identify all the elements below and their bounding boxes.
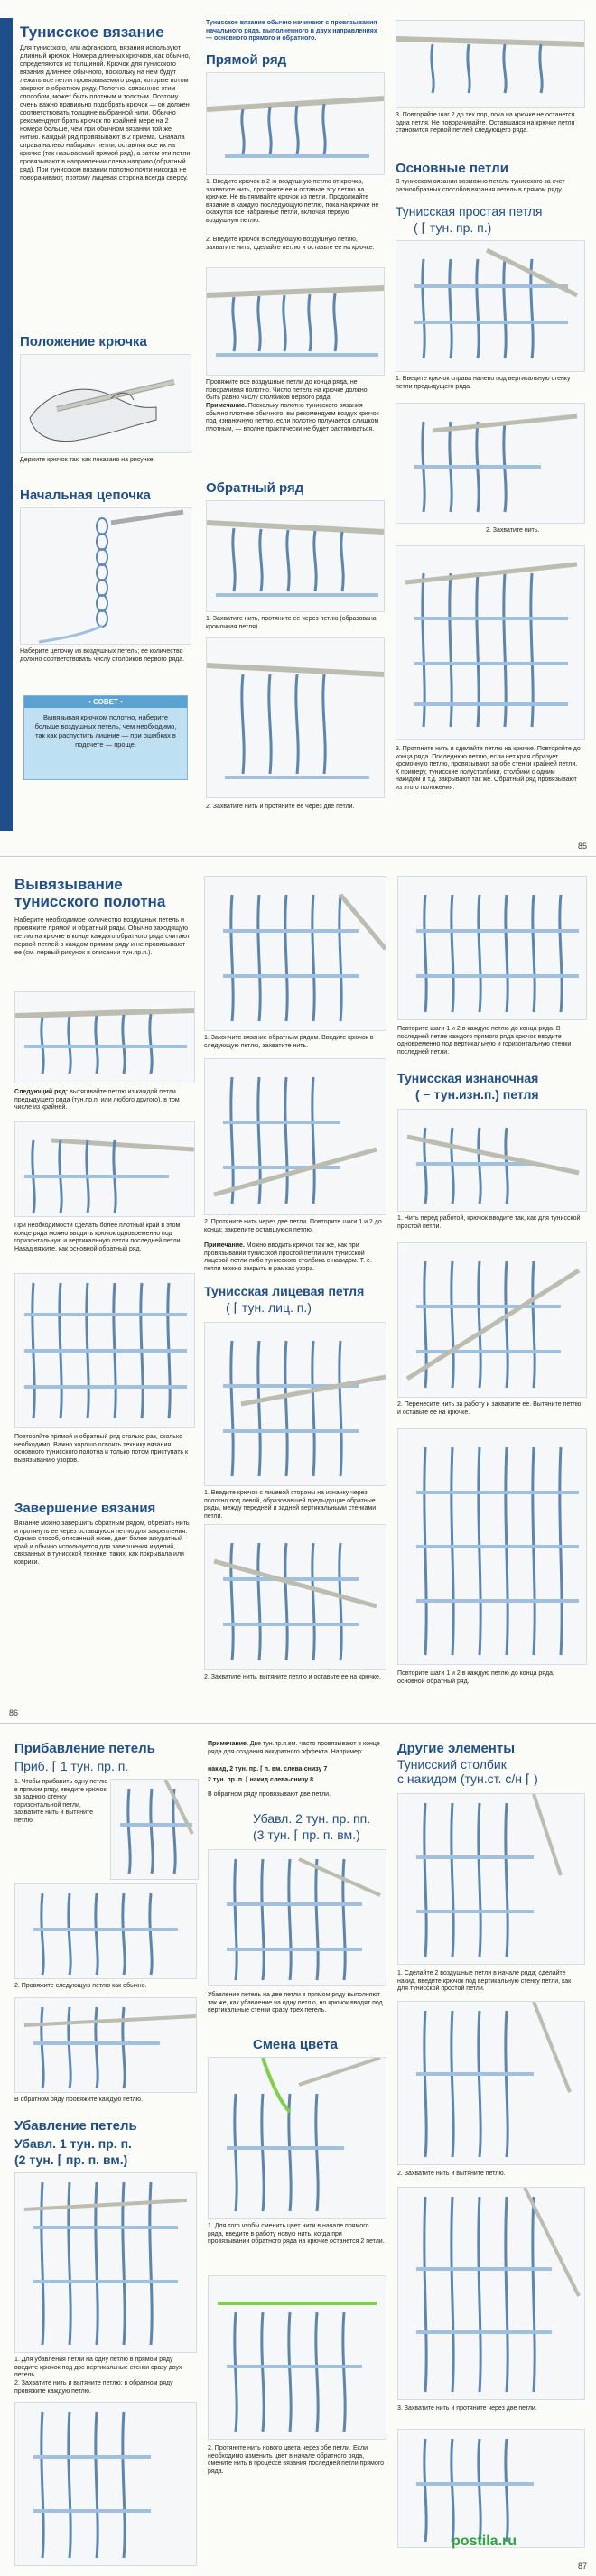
simple-loop-illustration-2 [396,403,585,524]
purl-loop-illustration-3 [397,1428,587,1665]
color-illustration-2 [208,2275,386,2440]
decrease-symbol1: Убавл. 1 тун. пр. п. [14,2136,132,2151]
decrease-illustration-1 [14,2172,197,2353]
basic-loops-text: В тунисском вязании возможно петель тунисского за счет разнообразных способов вязания петель в прямом ряду. [396,179,565,193]
other-step3: 3. Захватите нить и протяните через две петли. [397,2405,537,2412]
return-row-title: Обратный ряд [206,480,304,496]
right-step3: 3. Повторяйте шаг 2 до тех пор, пока на крючке не останется одна петля. Не поворачивайте. Оставшаяся на крючке петля становится первой петлей следующего ряда. [396,112,575,134]
next-row-text: вытягивайте петлю из каждой петли предыдущего ряда (тун.пр.п. или любого другого), в том числе из крайней. [14,1089,180,1111]
casting-text: Наберите необходимое количество воздушных петель и провяжите прямой и обратный ряды. Обычно заходящую петлю на крючке в конце каждого обратного ряда считают первой петлей в каждом прямом ряду и не провязывают ее (см. первый рисунок в описании тун.пр.п.). [14,916,191,956]
color-step2: 2. Протяните нить нового цвета через обе петли. Если необходимо изменить цвет в начале обратного ряда, смените нить в процессе вязания последней петли прямого ряда. [208,2445,385,2475]
repeat-text: При необходимости сделать более плотный край в этом конце ряда можно вводить крючок одновременно под горизонтальную и вертикальную петли последней петли. Назад вяжите, как основной обратный ряд. [14,1223,182,1252]
legend-1: накид, 2 тун. пр. ⌈ п. вм. слева-снизу 7 [208,1766,328,1772]
page-number-85: 85 [577,842,587,851]
casting-illustration-1 [14,991,195,1083]
face-step2: 2. Захватите нить, вытяните петлю и оставьте ее на крючке. [204,1674,381,1680]
simple-loop-symbol: ( ⌈ тун. пр. п.) [414,220,492,235]
increase-illustration-1 [110,1779,199,1880]
dec2-symbol: (3 тун. ⌈ пр. п. вм.) [253,1827,360,1842]
increase-title: Прибавление петель [14,1741,155,1756]
forward-note: Провяжите все воздушные петли до конца ряда, не поворачивая полотно. Число петель на крючке должно быть равно числу столбиков первого ряда. [206,379,368,401]
decrease-step2: 2. Захватите нить и вытяните петлю; в обратном ряду провяжите каждую петлю. [14,2380,173,2395]
return-row-illustration-1 [206,500,385,612]
forward-step2: 2. Введите крючок в следующую воздушную петлю, захватите нить, сделайте петлю и оставьте ее на крючке. [206,237,375,251]
mid-illustration-2 [204,1058,386,1215]
color-step1: 1. Для того чтобы сменить цвет нити в начале прямого ряда, введите в работу новую нить, когда при провязывании обратного ряда на крючке останется 2 петли. [208,2223,385,2245]
other-sub2: с накидом (тун.ст. с/н ⌈ ) [397,1772,538,1786]
decrease-illustration-2 [14,2402,197,2566]
hook-position-title: Положение крючка [20,334,147,349]
simple-step1: 1. Введите крючок справа налево под вертикальную стенку петли предыдущего ряда. [396,376,571,390]
intro-text: Для тунисского, или афганского, вязания используют длинный крючок. Номера длинных крючков, как обычно, определяются их толщиной. Крючок для тунисского вязания длиннее обычного, поскольку на нем будут лежать все петли провязываемого ряда, которые потом закроют в обратном ряду. Полотно, связанное этим способом, может быть плотным и толстым. Поэтому очень важно правильно подобрать крючок — он должен соответствовать толщине выбранной нити. Обычно рекомендуют брать крючок по крайней мере на 2 номера больше, чем при обычном вязании той же нитью. Каждый ряд провязывают в 2 приема. Сначала справа налево набирают петли, оставляя все их на крючке (так называемый прямой ряд), а затем эти петли провязывают в направлении слева направо (обратный ряд). При тунисском вязании полотно почти никогда не поворачивают, поэтому лицевая сторона всегда сверху. [20,43,191,181]
increase-step3: В обратном ряду провяжите каждую петлю. [14,2097,143,2103]
mid-note-label: Примечание. [204,1242,245,1249]
increase-illustration-2 [14,1883,197,1979]
simple-loop-illustration-3 [396,545,585,740]
p87-mid-note: Две тун.пр.п.вм. часто провязывают в конце ряда для создания аккуратного эффекта. Например: [208,1741,380,1755]
advice-title: • СОВЕТ • [24,696,187,708]
title-tunisian: Тунисское вязание [20,23,164,41]
next-row-label: Следующий ряд: [14,1089,69,1095]
mid-step2: 2. Протяните нить через две петли. Повторите шаги 1 и 2 до конца; закрепите оставшуюся петлю. [204,1219,382,1233]
other-illustration-1 [397,1793,585,1965]
forward-row-illustration-1 [206,72,385,175]
simple-loop-illustration-1 [396,240,585,372]
chain-title: Начальная цепочка [20,488,151,503]
basic-loops-title: Основные петли [396,161,508,176]
other-sub: Тунисский столбик [397,1757,507,1772]
hook-position-caption: Держите крючок так, как показано на рисунке. [20,457,155,463]
purl-loop-title: Тунисская изнаночная [397,1071,539,1085]
page-number-87: 87 [577,2562,587,2571]
face-loop-illustration-1 [204,1322,386,1486]
purl-loop-illustration-1 [397,1109,587,1212]
face-step1: 1. Введите крючок с лицевой стороны на изнанку через полотно под левой, образовавшей предыдущие обратные ряды, между передней и задней вертикальными стенками петли. [204,1490,377,1520]
return-row-illustration-2 [206,637,385,798]
other-step2: 2. Захватите нить и вытяните петлю. [397,2171,506,2177]
purl-step3: Повторите шаги 1 и 2 в каждую петлю до конца ряда, основной обратный ряд. [397,1670,554,1685]
page-number-86: 86 [9,1708,19,1717]
chain-caption: Наберите цепочку из воздушных петель; ее количество должно соответствовать числу столбиков первого ряда. [20,648,185,663]
decrease-title: Убавление петель [14,2118,137,2134]
finishing-title: Завершение вязания [14,1501,156,1516]
increase-step2: 2. Провяжите следующую петлю как обычно. [14,1983,147,1989]
watermark: postila.ru [452,2534,517,2549]
decrease-step1: 1. Для убавления петли на одну петлю в прямом ряду введите крючок под две вертикальные стенки сразу двух петель. [14,2357,182,2378]
repeat-text2: Повторяйте прямой и обратный ряд столько раз, сколько необходимо. Важно хорошо освоить технику вязания основного тунисского полотна и только потом приступать к вывязыванию узоров. [14,1434,189,1464]
other-step1: 1. Сделайте 2 воздушные петли в начале ряда; сделайте накид, введите крючок под вертикальную стенку петли, как для тунисской простой петли. [397,1970,572,1992]
color-illustration-1 [208,2057,386,2219]
other-title: Другие элементы [397,1741,516,1756]
page-85 [0,0,596,857]
return-step1: 1. Захватите нить, протяните ее через петлю (образована кромочная петля). [206,616,377,630]
p87-mid-note-label: Примечание. [208,1741,248,1747]
purl-step2: 2. Перенесите нить за работу и захватите ее. Вытяните петлю и оставьте ее на крючке. [397,1401,582,1416]
mid-back-text: В обратном ряду провязывают две петли. [208,1791,331,1798]
casting-illustration-3 [14,1273,195,1428]
color-title: Смена цвета [253,2037,338,2052]
finishing-text: Вязание можно завершить обратным рядом, обрезать нить и протянуть ее через оставшуюся петлю для закрепления. Однако способ, описанный ниже, дает более аккуратный край и обычно используется для завершения изделий, связанных в тунисской технике, таких, как покрывала или коврики. [14,1520,190,1566]
mid-illustration-1 [204,876,386,1031]
hook-hand-illustration [20,354,191,453]
face-loop-illustration-2 [204,1524,386,1670]
page-86 [0,858,596,1724]
dec2-title: Убавл. 2 тун. пр. пп. [253,1811,371,1826]
mid-step1: 1. Закончите вязание обратным рядом. Введите крючок в следующую петлю, захватите нить. [204,1035,374,1049]
casting-illustration-2 [14,1121,195,1217]
other-illustration-3 [397,2187,585,2400]
return-step2: 2. Захватите нить и протяните ее через две петли. [206,804,355,810]
purl-step1: 1. Нить перед работой, крючок вводите так, как для тунисской простой петли. [397,1215,581,1230]
forward-remark-label: Примечание. [206,403,247,409]
forward-remark: Поскольку полотно тунисского вязания обычно плотнее обычного, вы рекомендуем воздух крючок под изнаночную петлю, если полотно получается слишком плотным, — вполне практически не будет растягиваться. [206,403,379,432]
forward-row-title: Прямой ряд [206,52,287,68]
dec2-illustration [208,1849,386,1986]
mid-note: Можно вводить крючок так же, как при провязывании тунисской простой петли или тунисской лицевой петли либо тунисского столбика с накидом. Т. е. петли можно закрыть в рамках узора. [204,1242,372,1272]
purl-loop-symbol: ( ⌐ тун.изн.п.) петля [415,1087,539,1102]
advice-box [23,695,188,780]
other-illustration-2 [397,2001,585,2165]
face-loop-title: Тунисская лицевая петля [204,1284,365,1298]
increase-illustration-3 [14,1997,197,2093]
advice-text: Вывязывая крючком полотно, наберите больше воздушных петель, чем необходимо, так как распустить лишние — при ошибках в подсчете — проще. [34,713,177,749]
title-casting: Вывязывание тунисского полотна [14,876,166,910]
return-row-illustration-3 [396,20,585,108]
increase-symbol: Приб. ⌈ 1 тун. пр. п. [14,1759,129,1773]
decrease-symbol1b: (2 тун. ⌈ пр. п. вм.) [14,2153,128,2167]
right-top-text: Повторите шаги 1 и 2 в каждую петлю до конца ряда. В последней петле каждого прямого ряда крючок вводите одновременно под вертикальную и горизонтальную стенки последней петли. [397,1026,572,1056]
increase-step1: 1. Чтобы прибавить одну петлю в прямом ряду, введите крючок за заднюю стенку горизонтальной петли, захватите нить и вытяните петлю. [14,1779,108,1824]
right-illustration-1 [397,876,587,1020]
chain-illustration [20,507,191,645]
forward-row-illustration-2 [206,267,385,376]
dec2-text: Убавление петель на две петли в прямом ряду выполняют так же, как убавление на одну петлю, но крючок вводят под вертикальные стенки сразу трех петель. [208,1992,383,2013]
legend-2: 2 тун. пр. п. ⌈ накид слева-снизу 8 [208,1777,313,1783]
purl-loop-illustration-2 [397,1242,587,1398]
simple-step2: 2. Захватите нить. [486,527,540,534]
other-illustration-4 [397,2429,585,2548]
page-87 [0,1725,596,2576]
face-loop-symbol: ( ⌈ тун. лиц. п.) [226,1300,312,1315]
simple-step3: 3. Протяните нить и сделайте петлю на крючке. Повторяйте до конца ряда. Последнюю петлю, если нет края образует кромочную петлю, провязывают за обе стенки крайней петли. К примеру, тунисские полустолбики, столбики с одним накидом и т.д. закрывают так же. Обратный ряд провязывают из этого положения. [396,746,581,791]
simple-loop-title: Тунисская простая петля [396,204,543,219]
forward-step1: 1. Введите крючок в 2-ю воздушную петлю от крючка, захватите нить, протяните ее и оставьте эту петлю на крючке. Не вытягивайте крючок из петли. Продолжайте вязание в каждую последующую петлю, пока на крючке не окажутся все набранные петли, включая первую воздушную петлю. [206,179,379,224]
top-text: Тунисское вязание обычно начинают с провязывания начального ряда, выполненного в двух направлениях — основного прямого и обратного. [206,20,377,42]
page-edge-bar [0,18,13,831]
